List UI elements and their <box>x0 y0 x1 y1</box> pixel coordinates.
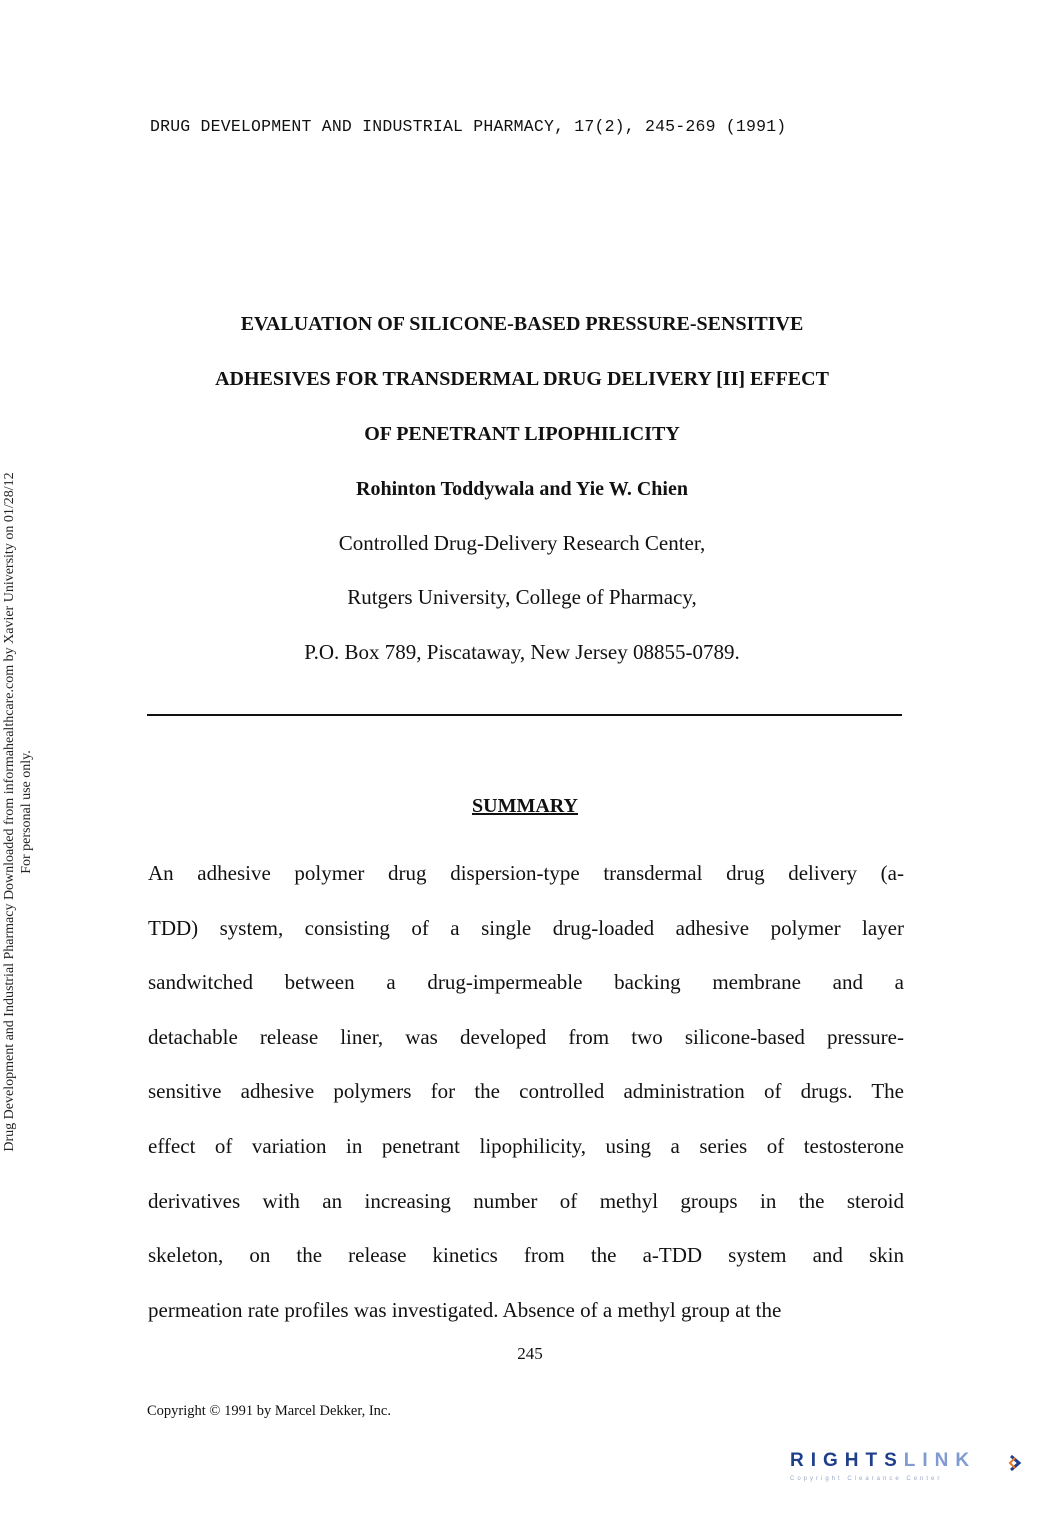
summary-line: sensitive adhesive polymers for the controlled administration of drugs. The <box>148 1079 904 1104</box>
watermark-line-2: For personal use only. <box>19 750 34 874</box>
affiliation-line-3: P.O. Box 789, Piscataway, New Jersey 08855-0789. <box>304 640 740 664</box>
rightslink-arrow-icon <box>1006 1453 1026 1473</box>
summary-line: skeleton, on the release kinetics from the a-TDD system and skin <box>148 1243 904 1268</box>
summary-heading-text: SUMMARY <box>472 795 578 817</box>
watermark-line-1: Drug Development and Industrial Pharmacy Downloaded from informahealthcare.com by Xavier University on 01/28/12 <box>2 472 17 1152</box>
summary-line: detachable release liner, was developed from two silicone-based pressure- <box>148 1024 904 1049</box>
article-authors: Rohinton Toddywala and Yie W. Chien <box>356 478 688 500</box>
article-title-line-3: OF PENETRANT LIPOPHILICITY <box>364 423 680 445</box>
rightslink-tagline: Copyright Clearance Center <box>790 1476 943 1482</box>
rightslink-logo[interactable] <box>790 1450 1030 1490</box>
affiliation-line-1: Controlled Drug-Delivery Research Center, <box>338 531 706 555</box>
affiliation-line-2: Rutgers University, College of Pharmacy, <box>347 585 697 609</box>
rightslink-wordmark <box>790 1450 976 1472</box>
article-title-line-2: ADHESIVES FOR TRANSDERMAL DRUG DELIVERY [II] EFFECT <box>215 368 829 390</box>
summary-line: sandwitched between a drug-impermeable backing membrane and a <box>148 970 904 995</box>
article-title-line-1: EVALUATION OF SILICONE-BASED PRESSURE-SENSITIVE <box>240 313 804 335</box>
section-divider <box>147 714 902 716</box>
summary-line: derivatives with an increasing number of methyl groups in the steroid <box>148 1188 904 1213</box>
summary-heading <box>100 795 950 818</box>
rightslink-text-dark: RIGHTS <box>790 1450 904 1471</box>
summary-line: An adhesive polymer drug dispersion-type transdermal drug delivery (a- <box>148 861 904 885</box>
journal-running-header: DRUG DEVELOPMENT AND INDUSTRIAL PHARMACY, 17(2), 245-269 (1991) <box>150 117 787 136</box>
watermark-text <box>1 472 35 1151</box>
summary-line: effect of variation in penetrant lipophilicity, using a series of testosterone <box>148 1133 904 1158</box>
copyright-notice: Copyright © 1991 by Marcel Dekker, Inc. <box>147 1403 391 1419</box>
summary-line: permeation rate profiles was investigated. Absence of a methyl group at the <box>148 1297 782 1322</box>
rightslink-text-light: LINK <box>903 1450 977 1471</box>
page-number: 245 <box>517 1344 543 1363</box>
summary-body <box>148 846 904 1337</box>
summary-line: TDD) system, consisting of a single drug-loaded adhesive polymer layer <box>148 915 904 940</box>
